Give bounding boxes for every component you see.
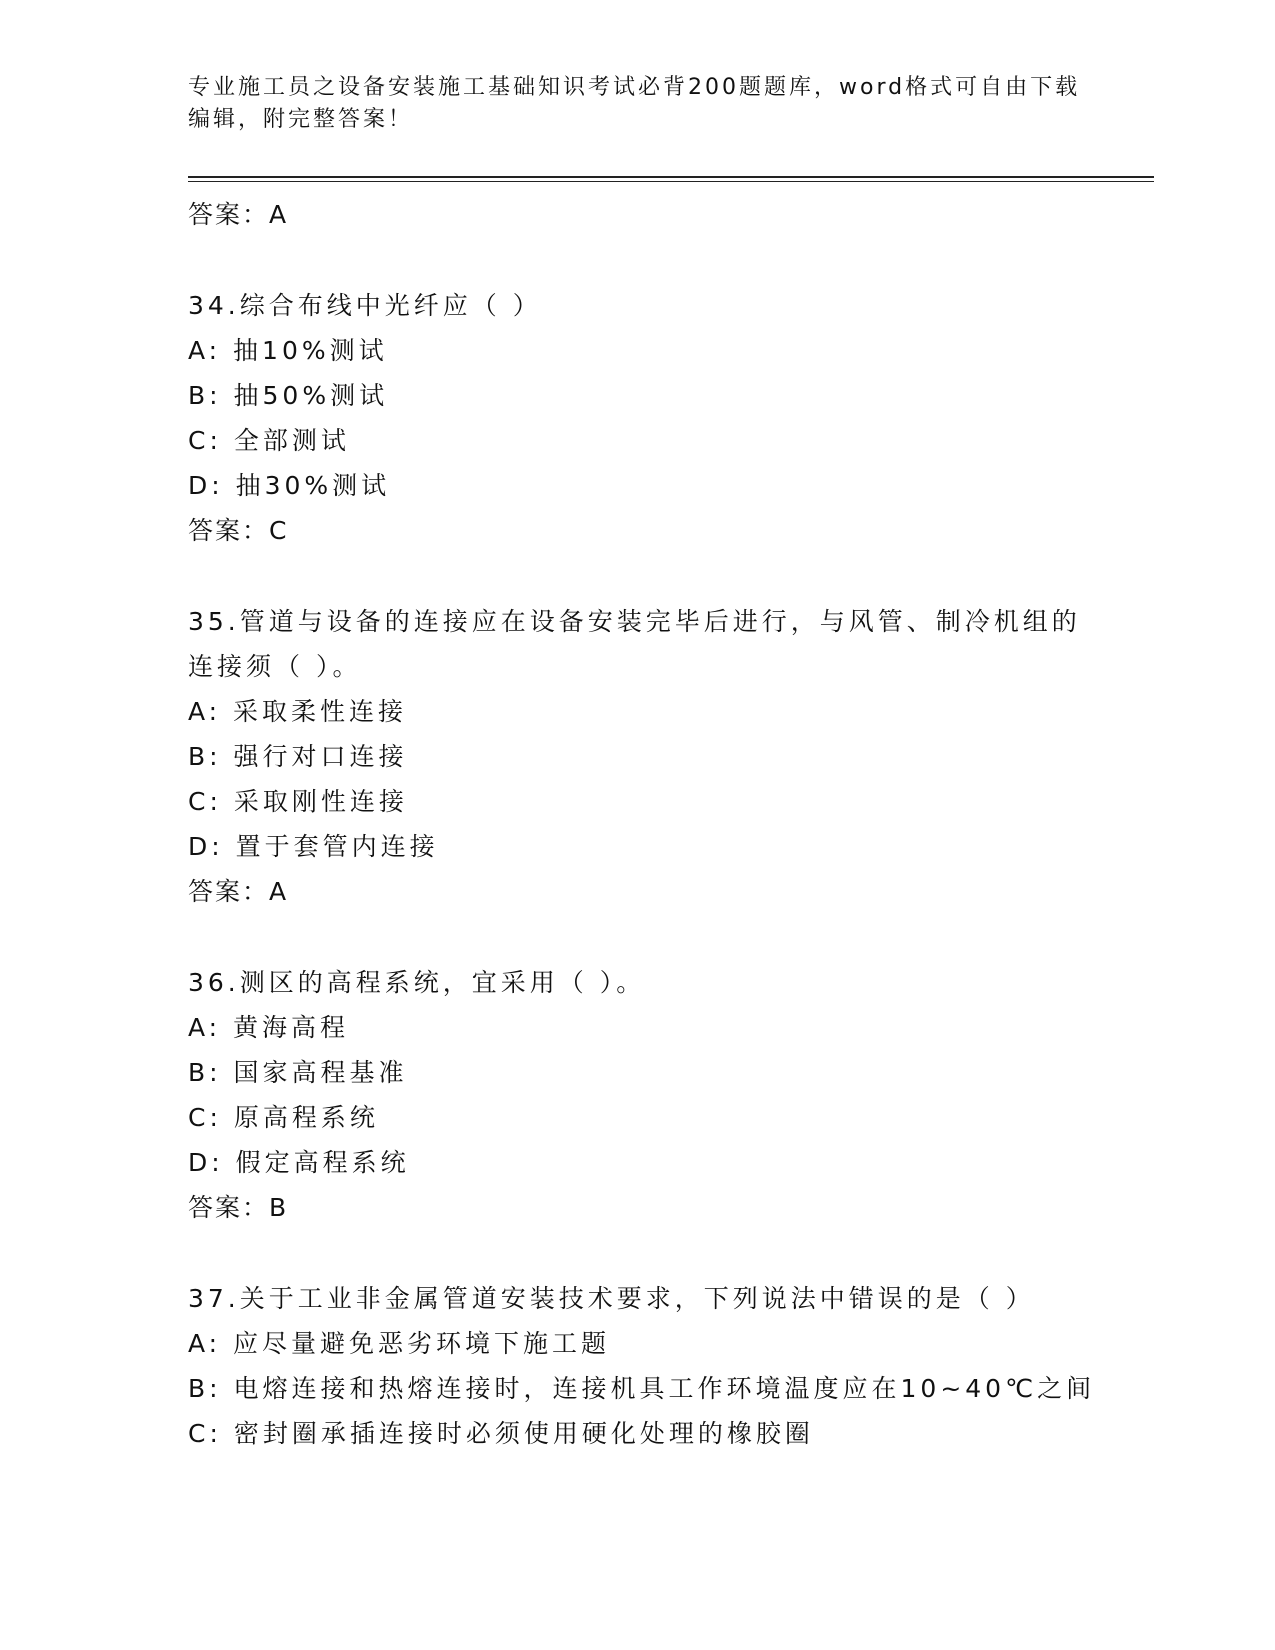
option-c: C: 采取刚性连接	[188, 787, 408, 816]
option-c: C: 全部测试	[188, 426, 350, 455]
option-b: B: 强行对口连接	[188, 742, 408, 771]
question-stem: 35.管道与设备的连接应在设备安装完毕后进行，与风管、制冷机组的	[188, 607, 1081, 636]
answer: 答案：A	[188, 877, 289, 906]
answer: 答案：B	[188, 1193, 289, 1222]
question-stem: 37.关于工业非金属管道安装技术要求，下列说法中错误的是（ ）	[188, 1284, 1035, 1313]
option-a: A: 采取柔性连接	[188, 697, 408, 726]
option-d: D: 假定高程系统	[188, 1148, 410, 1177]
question-stem: 34.综合布线中光纤应（ ）	[188, 291, 542, 320]
question-stem-continued: 连接须（ ）。	[188, 652, 362, 681]
question-36	[188, 960, 1088, 1230]
option-c: C: 原高程系统	[188, 1103, 379, 1132]
option-b: B: 电熔连接和热熔连接时，连接机具工作环境温度应在10~40℃之间	[188, 1374, 1096, 1403]
header-divider-thick	[188, 176, 1154, 178]
option-a: A: 黄海高程	[188, 1013, 350, 1042]
question-stem: 36.测区的高程系统，宜采用（ ）。	[188, 968, 646, 997]
option-b: B: 抽50%测试	[188, 381, 389, 410]
option-a: A: 应尽量避免恶劣环境下施工题	[188, 1329, 611, 1358]
question-37	[188, 1276, 1096, 1456]
question-34	[188, 283, 1088, 553]
answer: 答案：C	[188, 516, 289, 545]
option-c: C: 密封圈承插连接时必须使用硬化处理的橡胶圈	[188, 1419, 814, 1448]
header-line-2: 编辑，附完整答案！	[188, 107, 414, 132]
option-d: D: 抽30%测试	[188, 471, 391, 500]
question-35	[188, 599, 1088, 914]
header-divider-thin	[188, 181, 1154, 182]
question-list	[188, 192, 1096, 1456]
previous-answer: 答案：A	[188, 200, 289, 229]
option-d: D: 置于套管内连接	[188, 832, 439, 861]
option-b: B: 国家高程基准	[188, 1058, 408, 1087]
option-a: A: 抽10%测试	[188, 336, 388, 365]
document-header	[188, 72, 1088, 136]
header-line-1: 专业施工员之设备安装施工基础知识考试必背200题题库，word格式可自由下载	[188, 75, 1081, 100]
